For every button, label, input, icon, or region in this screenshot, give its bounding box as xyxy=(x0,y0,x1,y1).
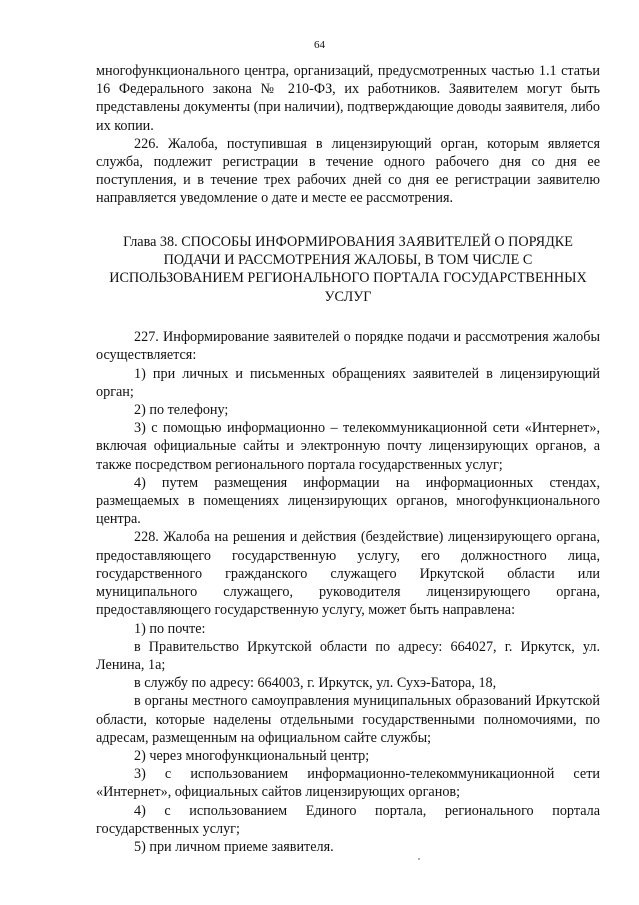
paragraph: в органы местного самоуправления муниципальных образований Иркутской области, которые наделены отдельными государственными полномочиями, по адресам, размещенным на официальном сайте службы; xyxy=(96,693,600,746)
paragraph: 228. Жалоба на решения и действия (бездействие) лицензирующего органа, предоставляющего государственную услугу, его должностного лица, государственного гражданского служащего Иркутской области или муниципального служащего, руководителя лицензирующего органа, предоставляющего государственную услугу, может быть направлена: xyxy=(96,529,600,619)
paragraph: 226. Жалоба, поступившая в лицензирующий орган, которым является служба, подлежит регистрации в течение одного рабочего дня со дня ее поступления, и в течение трех рабочих дней со дня ее регистрации заявителю направляется уведомление о дате и месте ее рассмотрения. xyxy=(96,135,600,207)
document-body xyxy=(96,62,600,856)
paragraph: в службу по адресу: 664003, г. Иркутск, ул. Сухэ-Батора, 18, xyxy=(134,675,497,692)
paragraph: 227. Информирование заявителей о порядке подачи и рассмотрения жалобы осуществляется: xyxy=(96,329,600,364)
paragraph: 4) путем размещения информации на информационных стендах, размещаемых в помещениях лицензирующих органов, многофункционального центра. xyxy=(96,474,600,528)
paragraph: 1) по почте: xyxy=(134,620,206,637)
paragraph: 1) при личных и письменных обращениях заявителей в лицензирующий орган; xyxy=(96,365,600,400)
paragraph: 2) через многофункциональный центр; xyxy=(134,747,370,764)
paragraph: 2) по телефону; xyxy=(134,402,229,419)
paragraph: в Правительство Иркутской области по адресу: 664027, г. Иркутск, ул. Ленина, 1а; xyxy=(96,638,600,673)
paragraphs-after-chapter xyxy=(96,328,600,856)
paragraph: 3) с помощью информационно – телекоммуникационной сети «Интернет», включая официальные сайты и электронную почту лицензирующих органов, а также посредством регионального портала государственных услуг; xyxy=(96,420,600,473)
paragraph: 5) при личном приеме заявителя. xyxy=(134,838,334,855)
page-number: 64 xyxy=(314,39,325,51)
paragraph: 4) с использованием Единого портала, регионального портала государственных услуг; xyxy=(96,802,600,837)
paragraph: многофункционального центра, организаций, предусмотренных частью 1.1 статьи 16 Федерального закона № 210-ФЗ, их работников. Заявителем могут быть представлены документы (при наличии), подтверждающие доводы заявителя, либо их копии. xyxy=(96,63,600,134)
scan-speck xyxy=(418,858,420,860)
chapter-title: Глава 38. СПОСОБЫ ИНФОРМИРОВАНИЯ ЗАЯВИТЕЛЕЙ О ПОРЯДКЕ ПОДАЧИ И РАССМОТРЕНИЯ ЖАЛОБЫ, В ТОМ ЧИСЛЕ С ИСПОЛЬЗОВАНИЕМ РЕГИОНАЛЬНОГО ПОРТАЛА ГОСУДАРСТВЕННЫХ УСЛУГ xyxy=(109,233,587,305)
paragraphs-before-chapter xyxy=(96,62,600,208)
paragraph: 3) с использованием информационно-телекоммуникационной сети «Интернет», официальных сайтов лицензирующих органов; xyxy=(96,766,600,801)
